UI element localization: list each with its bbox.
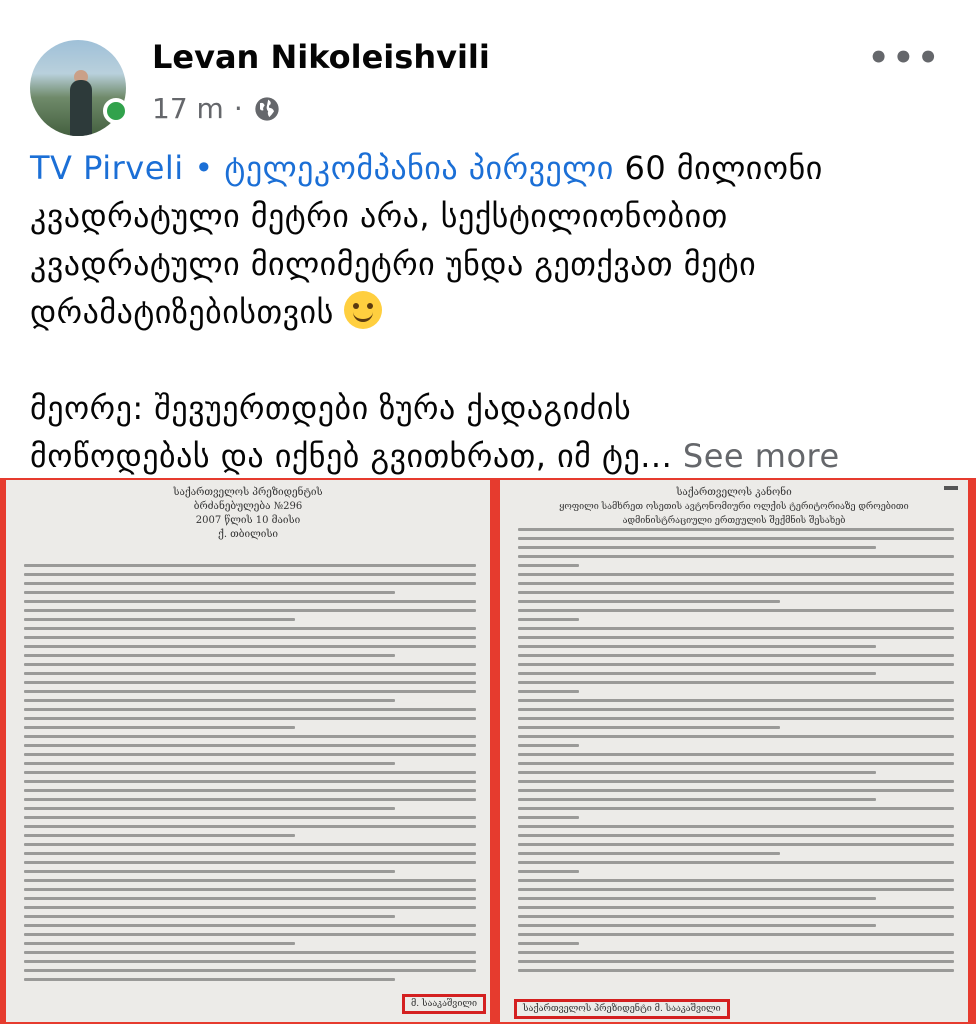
doc-text-line [518, 690, 579, 693]
doc-text-line [24, 897, 476, 900]
doc-header-left [6, 480, 490, 542]
doc-text-line [24, 672, 476, 675]
doc-text-line [518, 663, 954, 666]
post-line-2: კვადრატული მეტრი არა, სექსტილიონობით [30, 197, 728, 235]
doc-text-line [518, 843, 954, 846]
doc-text-line [24, 789, 476, 792]
doc-text-line [518, 870, 579, 873]
doc-text-line [518, 600, 780, 603]
doc-text-line [24, 843, 476, 846]
doc-text-line [518, 888, 954, 891]
doc-text-line [24, 600, 476, 603]
doc-text-line [518, 582, 954, 585]
doc-text-line [24, 906, 476, 909]
doc-text-line [24, 861, 476, 864]
doc-text-line [518, 969, 954, 972]
doc-text-line [518, 591, 954, 594]
document-page-right [500, 480, 968, 1022]
doc-text-line [518, 915, 954, 918]
doc-text-line [518, 726, 780, 729]
doc-text-line [518, 942, 579, 945]
doc-text-line [518, 825, 954, 828]
doc-text-line [518, 744, 579, 747]
doc-text-line [24, 951, 476, 954]
post-header [0, 0, 976, 140]
doc-text-line [518, 852, 780, 855]
doc-text-line [518, 753, 954, 756]
doc-text-line [518, 762, 954, 765]
post-meta [152, 92, 281, 125]
doc-body-text [518, 528, 954, 978]
doc-text-line [24, 798, 476, 801]
doc-text-line [518, 960, 954, 963]
doc-text-line [518, 708, 954, 711]
doc-text-line [518, 528, 954, 531]
doc-text-line [518, 717, 954, 720]
doc-text-line [24, 699, 395, 702]
doc-text-line [518, 672, 876, 675]
doc-title-line: ბრძანებულება №296 [193, 501, 303, 512]
see-more-link[interactable]: See more [682, 437, 840, 475]
doc-text-line [24, 825, 476, 828]
doc-body-text [24, 564, 476, 987]
doc-text-line [24, 609, 476, 612]
doc-text-line [518, 735, 954, 738]
doc-title-line: ქ. თბილისი [217, 529, 279, 540]
doc-text-line [24, 690, 476, 693]
doc-text-line [518, 798, 876, 801]
doc-text-line [518, 897, 876, 900]
doc-text-line [24, 735, 476, 738]
page-marker [944, 486, 958, 490]
doc-text-line [518, 879, 954, 882]
doc-text-line [24, 753, 476, 756]
doc-text-line [24, 888, 476, 891]
doc-text-line [518, 789, 954, 792]
doc-text-line [24, 807, 395, 810]
doc-text-line [24, 834, 295, 837]
post-text-segment: 60 მილიონი [613, 149, 823, 187]
doc-text-line [518, 636, 954, 639]
paragraph-gap [30, 336, 950, 384]
online-status-icon [103, 98, 129, 124]
doc-text-line [518, 618, 579, 621]
doc-text-line [24, 591, 395, 594]
doc-text-line [24, 915, 395, 918]
doc-title-line: საქართველოს კანონი [676, 487, 792, 498]
doc-text-line [24, 654, 395, 657]
post-line-6 [30, 432, 950, 480]
doc-text-line [24, 780, 476, 783]
doc-text-line [518, 537, 954, 540]
meta-separator: · [233, 92, 243, 125]
post-text [30, 144, 950, 480]
doc-text-line [518, 555, 954, 558]
author-name[interactable]: Levan Nikoleishvili [152, 38, 490, 76]
doc-text-line [24, 942, 295, 945]
doc-text-line [24, 573, 476, 576]
doc-title-line: საქართველოს პრეზიდენტის [173, 487, 323, 498]
doc-text-line [518, 681, 954, 684]
doc-text-line [518, 654, 954, 657]
doc-text-line [24, 978, 395, 981]
doc-text-line [24, 762, 395, 765]
post-text-segment: მოწოდებას და იქნებ გვითხრათ, იმ ტე... [30, 437, 673, 475]
doc-text-line [24, 870, 395, 873]
post-line-4 [30, 288, 950, 336]
doc-text-line [518, 573, 954, 576]
doc-text-line [24, 708, 476, 711]
doc-text-line [24, 924, 476, 927]
doc-text-line [518, 906, 954, 909]
doc-text-line [24, 879, 476, 882]
doc-title-line: ყოფილი სამხრეთ ოსეთის ავტონომიური ოლქის ტერიტორიაზე დროებითი ადმინისტრაციული ერთეულის შექმნის შესახებ [559, 502, 909, 526]
post-time[interactable]: 17 m [152, 92, 224, 125]
doc-text-line [24, 726, 295, 729]
doc-text-line [518, 924, 876, 927]
doc-text-line [24, 645, 476, 648]
doc-text-line [518, 951, 954, 954]
post-line-3: კვადრატული მილიმეტრი უნდა გეთქვათ მეტი [30, 245, 757, 283]
more-horizontal-icon[interactable]: ••• [867, 38, 942, 78]
smiling-face-emoji-icon [344, 291, 382, 329]
doc-text-line [24, 744, 476, 747]
globe-icon[interactable] [253, 95, 281, 123]
doc-text-line [24, 852, 476, 855]
doc-text-line [24, 582, 476, 585]
doc-text-line [518, 645, 876, 648]
post-photo[interactable] [0, 478, 976, 1024]
doc-text-line [24, 771, 476, 774]
doc-text-line [518, 771, 876, 774]
doc-text-line [24, 627, 476, 630]
doc-text-line [518, 807, 954, 810]
document-page-left [6, 480, 490, 1022]
doc-text-line [24, 960, 476, 963]
doc-text-line [518, 780, 954, 783]
avatar-person [70, 80, 92, 136]
doc-text-line [24, 717, 476, 720]
doc-text-line [518, 861, 954, 864]
doc-text-line [518, 627, 954, 630]
doc-text-line [518, 609, 954, 612]
page-link[interactable]: TV Pirveli • ტელეკომპანია პირველი [30, 149, 614, 187]
signature-highlight: საქართველოს პრეზიდენტი მ. სააკაშვილი [514, 999, 730, 1019]
doc-text-line [24, 636, 476, 639]
doc-text-line [518, 699, 954, 702]
doc-text-line [24, 969, 476, 972]
doc-header-right [500, 480, 968, 528]
doc-text-line [24, 816, 476, 819]
signature-highlight: მ. სააკაშვილი [402, 994, 486, 1014]
doc-text-line [24, 681, 476, 684]
doc-text-line [24, 618, 295, 621]
doc-text-line [518, 933, 954, 936]
doc-text-line [24, 663, 476, 666]
doc-text-line [24, 933, 476, 936]
doc-title-line: 2007 წლის 10 მაისი [195, 515, 301, 526]
doc-text-line [24, 564, 476, 567]
post-line-5: მეორე: შევუერთდები ზურა ქადაგიძის [30, 389, 632, 427]
doc-text-line [518, 564, 579, 567]
doc-text-line [518, 834, 954, 837]
doc-text-line [518, 816, 579, 819]
doc-text-line [518, 546, 876, 549]
post-text-segment: დრამატიზებისთვის [30, 293, 334, 331]
post-line-1 [30, 144, 950, 192]
